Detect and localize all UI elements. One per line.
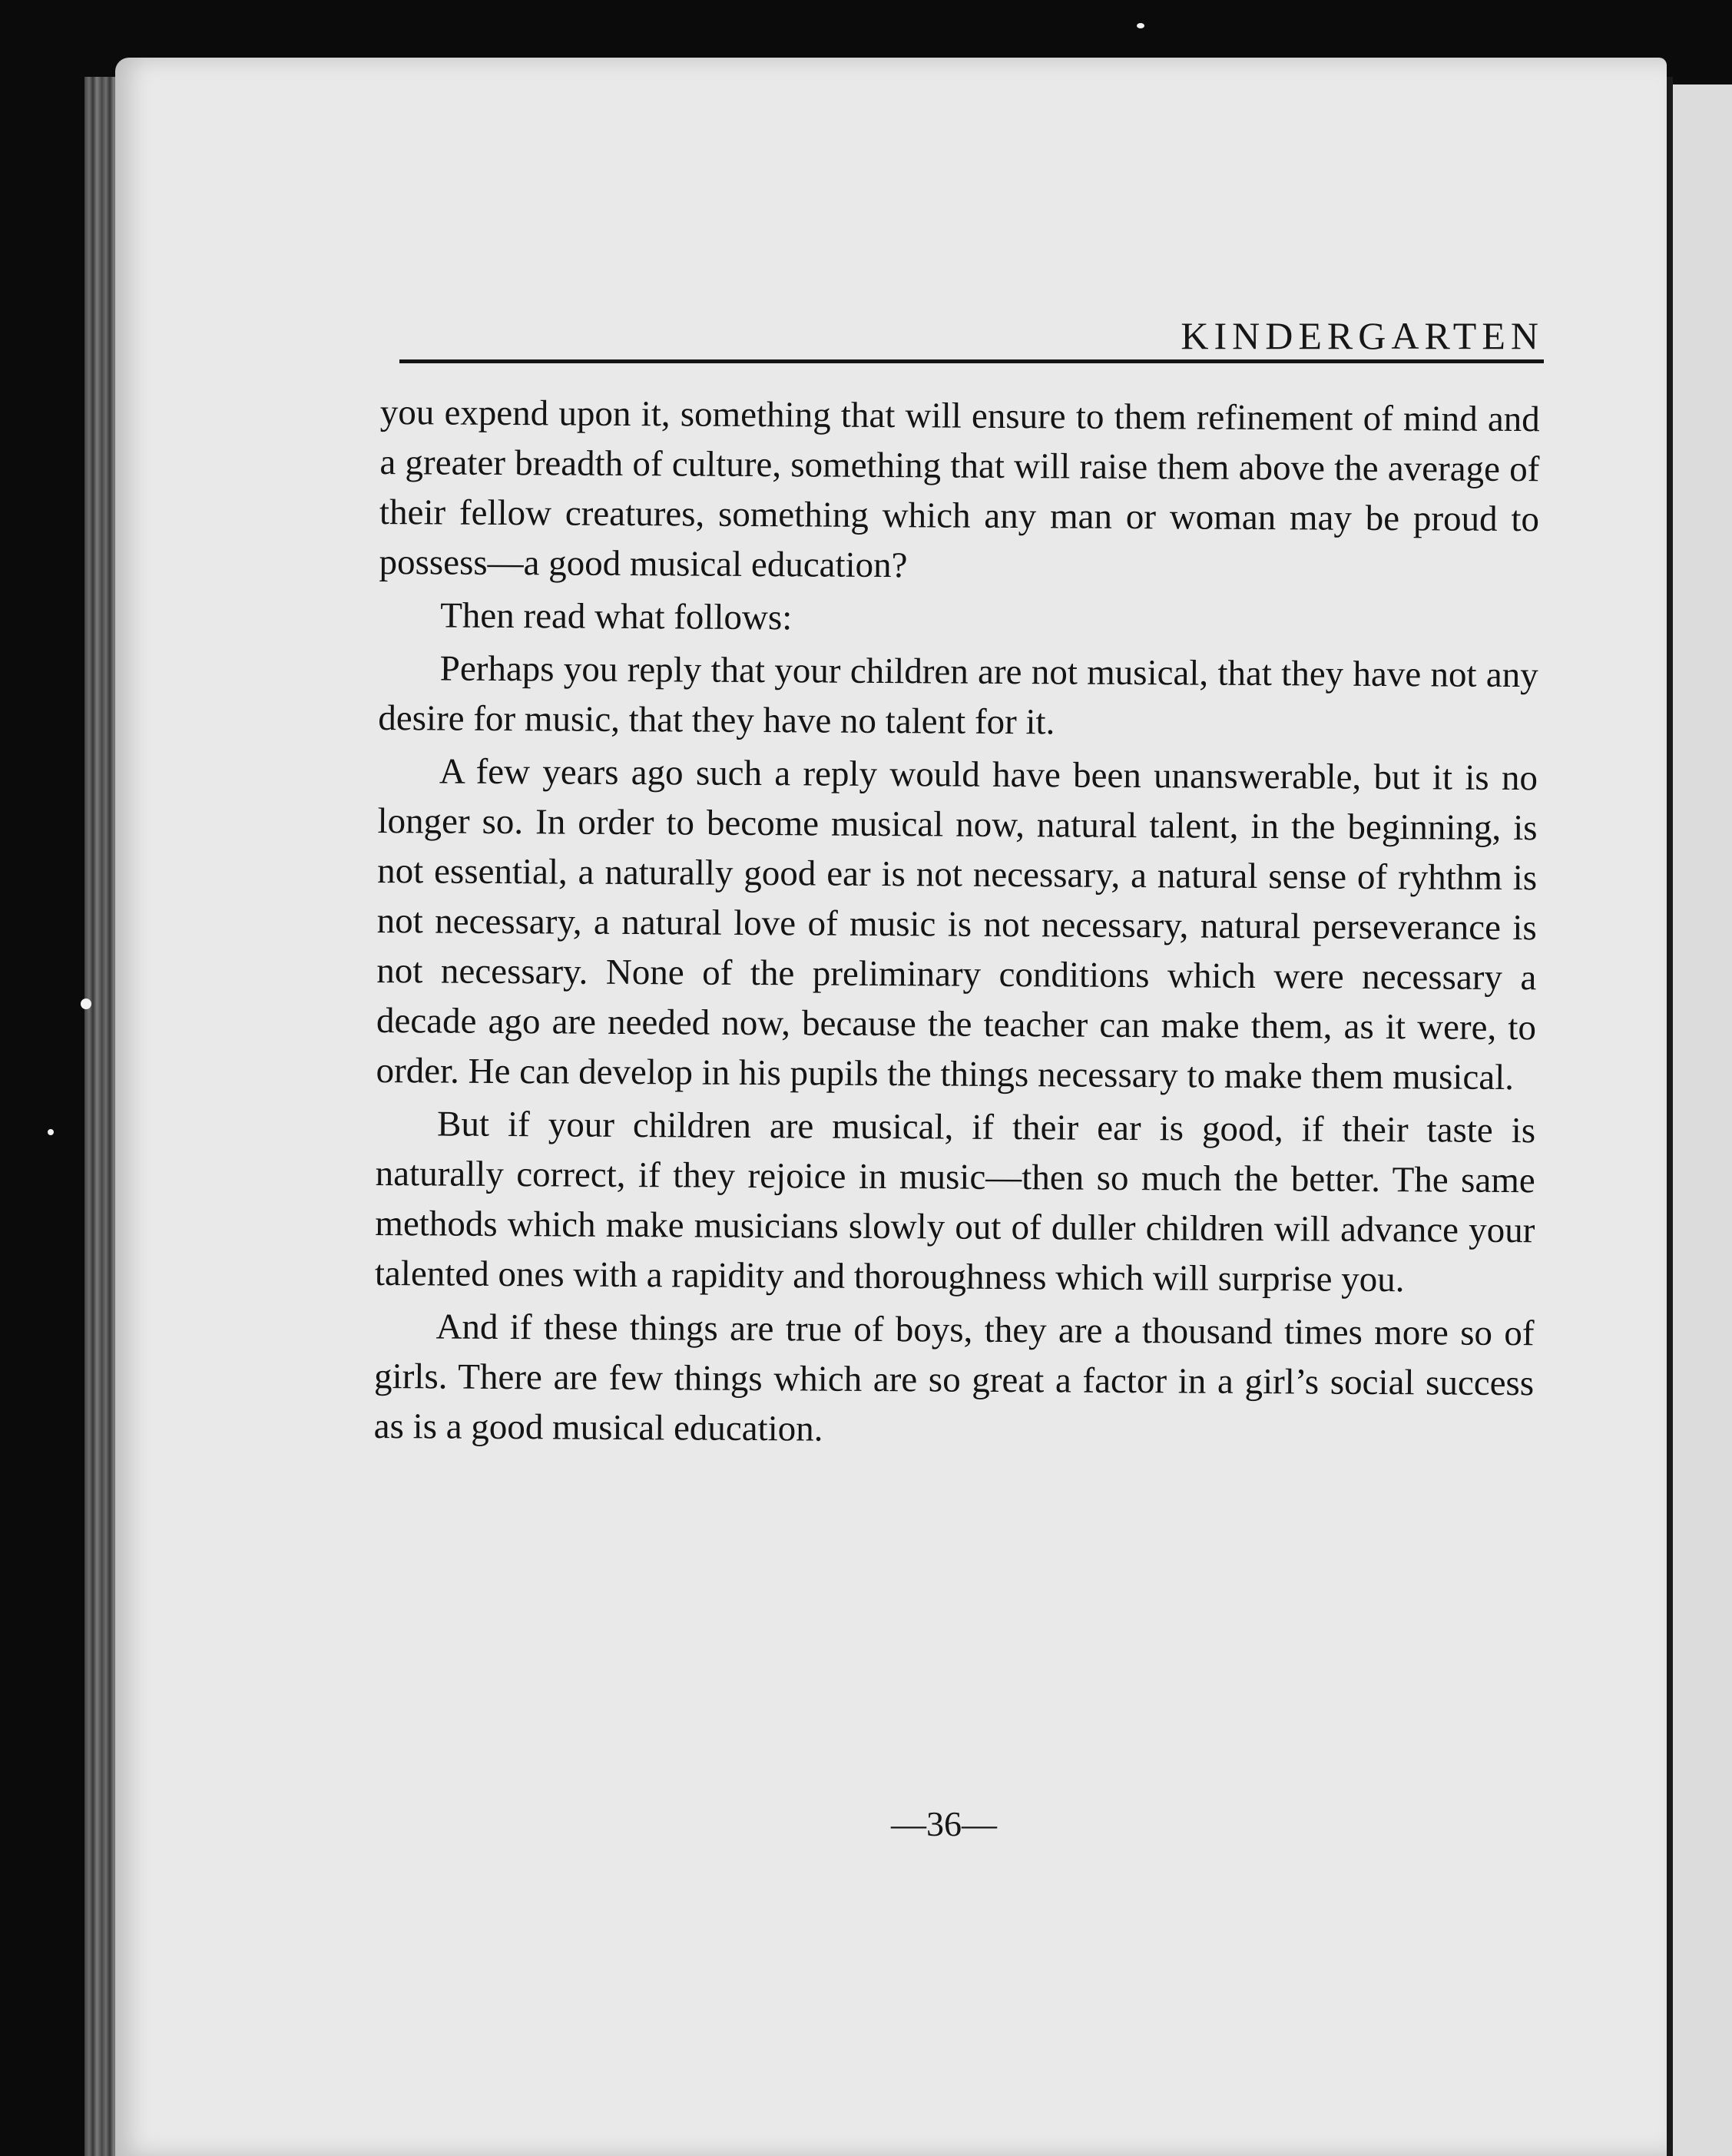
running-head-title: KINDERGARTEN — [1181, 314, 1544, 357]
paragraph: Then read what follows: — [440, 595, 793, 638]
paragraph: A few years ago such a reply would have been unanswerable, but it is no longer so. In order to become musical now, natural talent, in the beginning, is not essential, a naturally good ear is not necessary, a natural sense of ryhthm is not necessary, a natural love of music is not necessary, natural perseverance is not necessary. None of the preliminary conditions which were necessary a decade ago are needed now, because the teacher can make them, as it were, to order. He can develop in his pupils the things necessary to make them musical. — [376, 751, 1538, 1098]
paragraph: But if your children are musical, if their ear is good, if their taste is naturally correct, if they rejoice in music—then so much the better. The same methods which make musicians slowly out of duller children will advance your talented ones with a rapidity and thoroughness which will surprise you. — [374, 1104, 1536, 1300]
body-text — [374, 388, 1540, 1462]
header-rule — [399, 359, 1544, 363]
paragraph: And if these things are true of boys, they are a thousand times more so of girls. There are few things which are so great a factor in a girl’s social success as is a good musical education. — [373, 1307, 1535, 1449]
paragraph: you expend upon it, something that will ensure to them refinement of mind and a greater breadth of culture, something that will raise them above the average of their fellow creatures, something which any man or woman may be proud to possess—a good musical education? — [379, 392, 1540, 586]
page-number: —36— — [891, 1804, 997, 1843]
running-head — [399, 313, 1544, 367]
scan-speck — [48, 1129, 54, 1135]
scan-speck — [1137, 23, 1144, 28]
facing-page-edge — [1673, 84, 1732, 2156]
paragraph: Perhaps you reply that your children are not musical, that they have not any desire for music, that they have no talent for it. — [378, 648, 1538, 743]
scan-speck — [81, 999, 91, 1009]
